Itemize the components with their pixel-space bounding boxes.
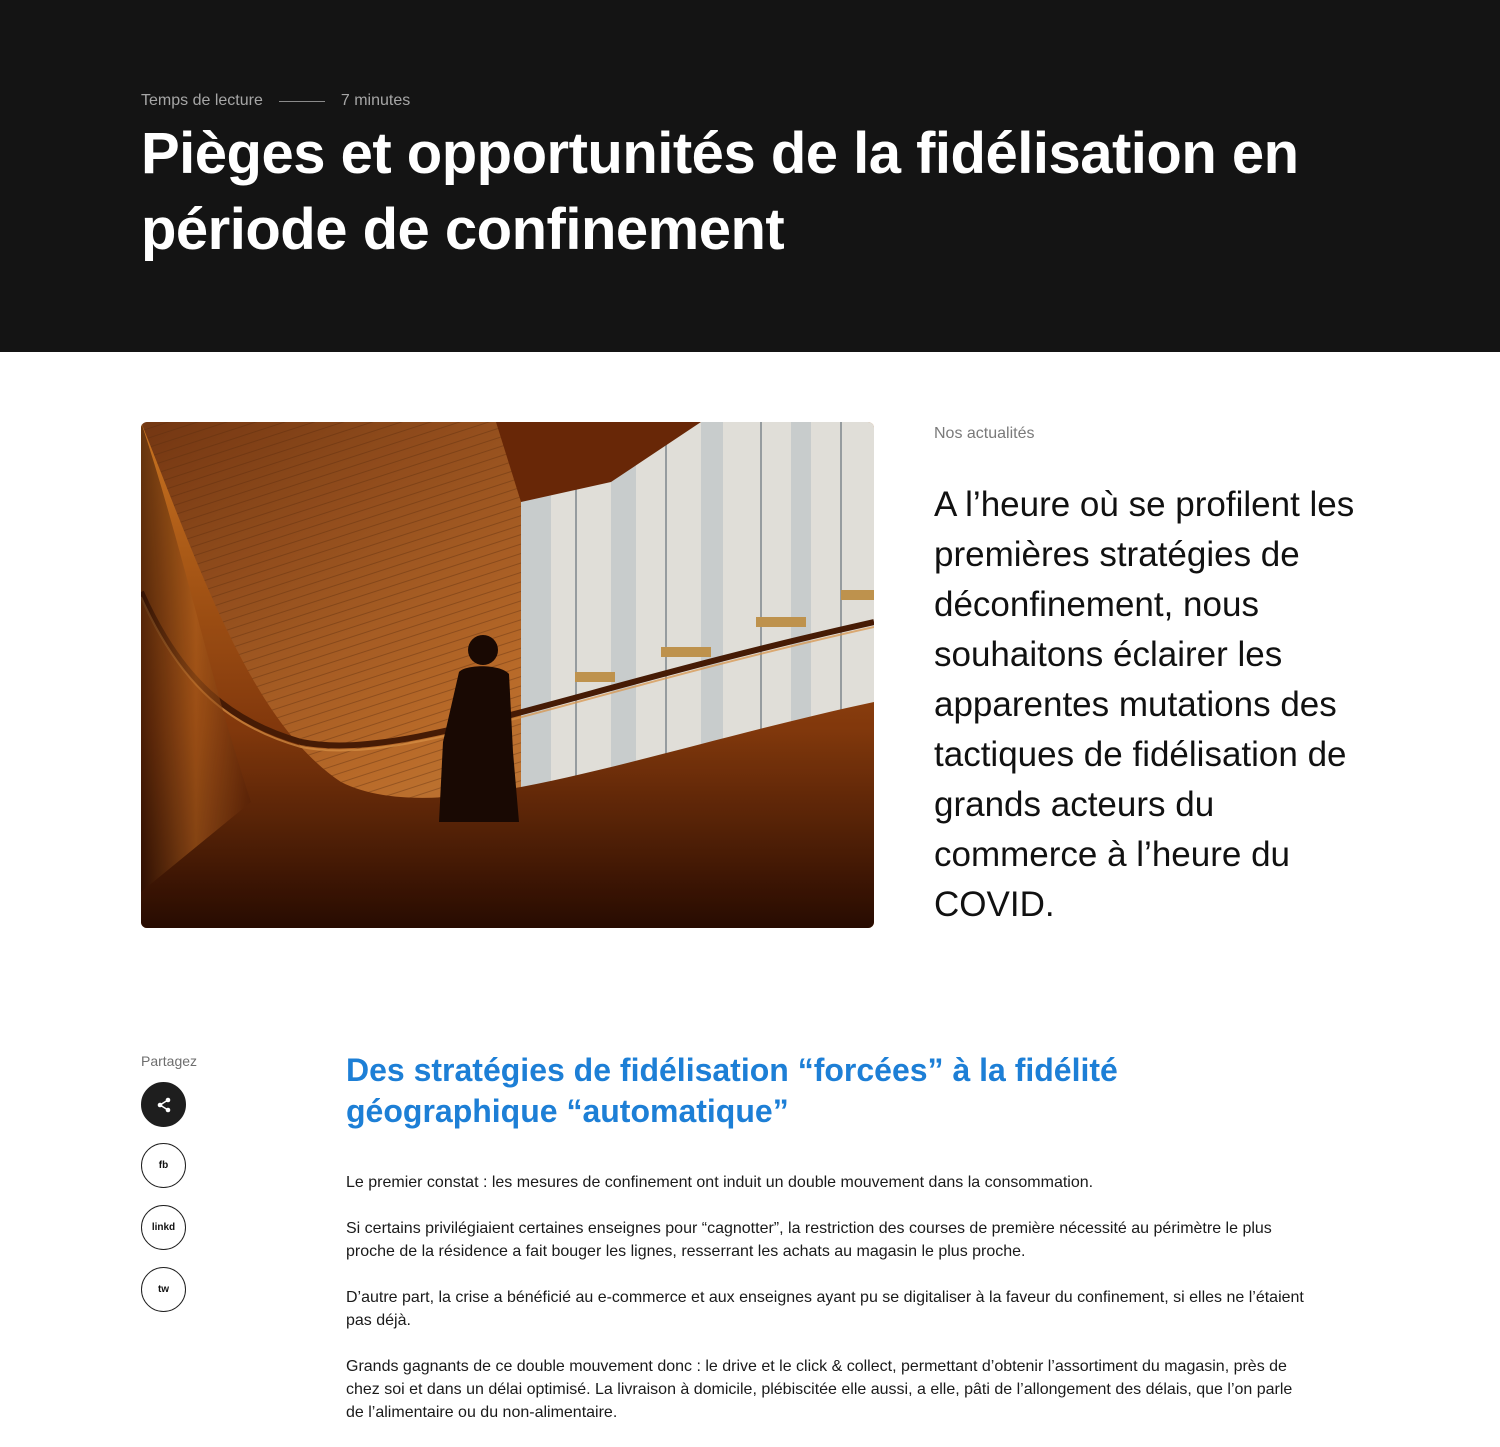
share-facebook-button[interactable] xyxy=(141,1143,186,1188)
article-photo xyxy=(141,422,874,928)
intro-text: A l’heure où se profilent les premières stratégies de déconfinement, nous souhaitons éclairer les apparentes mutations des tactiques de fidélisation de grands acteurs du commerce à l’heure du COVID. xyxy=(934,485,1355,924)
reading-time-divider xyxy=(279,101,325,102)
reading-time xyxy=(141,92,410,110)
share-twitter-button[interactable] xyxy=(141,1267,186,1312)
hero-header xyxy=(0,0,1500,352)
article-paragraph: Le premier constat : les mesures de confinement ont induit un double mouvement dans la consommation. xyxy=(346,1174,1094,1191)
reading-time-label: Temps de lecture xyxy=(141,92,263,109)
article-heading: Des stratégies de fidélisation “forcées” à la fidélité géographique “automatique” xyxy=(346,1052,1118,1129)
share-button[interactable] xyxy=(141,1082,186,1127)
share-linkedin-label: linkd xyxy=(151,1222,176,1233)
article-paragraph: Grands gagnants de ce double mouvement donc : le drive et le click & collect, permettant d’obtenir l’assortiment du magasin, près de chez soi et dans un délai optimisé. La livraison à domicile, plébiscitée elle aussi, a elle, pâti de l’allongement des délais, que l’on parle de l’alimentaire ou du non-alimentaire. xyxy=(346,1358,1293,1421)
page-title: Pièges et opportunités de la fidélisation en période de confinement xyxy=(141,121,1299,262)
article-paragraph: Si certains privilégiaient certaines enseignes pour “cagnotter”, la restriction des courses de première nécessité au périmètre le plus proche de la résidence a fait bouger les lignes, resserrant les achats au magasin le plus proche. xyxy=(346,1220,1272,1260)
share-label: Partagez xyxy=(141,1053,198,1069)
share-linkedin-button[interactable] xyxy=(141,1205,186,1250)
article-paragraph: D’autre part, la crise a bénéficié au e-commerce et aux enseignes ayant pu se digitaliser à la faveur du confinement, si elles ne l’étaient pas déjà. xyxy=(346,1289,1304,1329)
share-icon xyxy=(155,1096,173,1114)
reading-time-value: 7 minutes xyxy=(340,92,411,109)
share-facebook-label: fb xyxy=(158,1160,169,1171)
share-twitter-label: tw xyxy=(157,1284,170,1295)
section-label: Nos actualités xyxy=(934,425,1035,442)
article-body xyxy=(346,1171,1306,1447)
